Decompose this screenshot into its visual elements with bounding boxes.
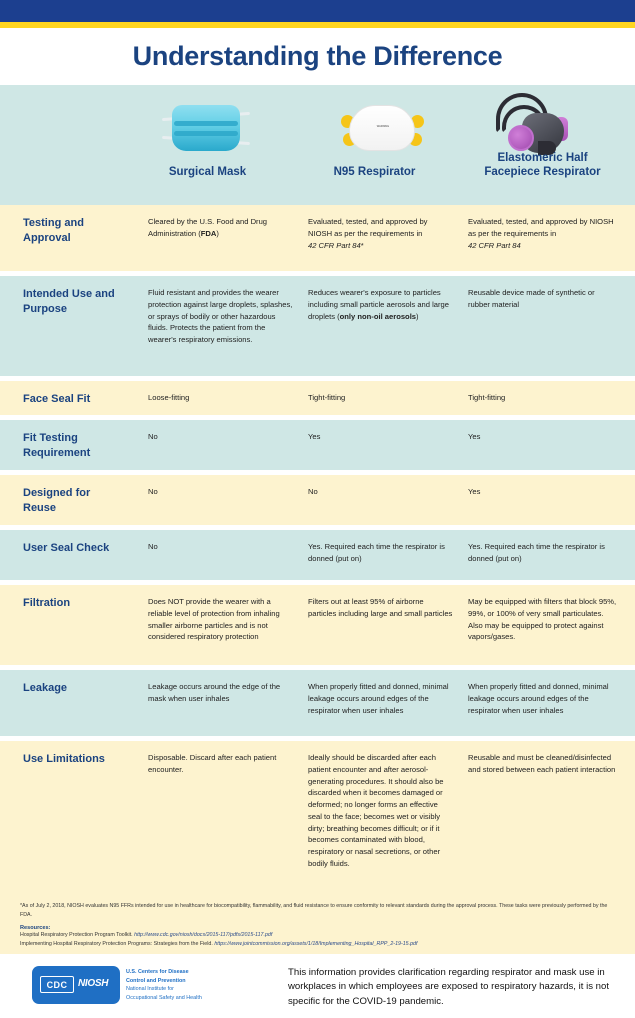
resource-link-1[interactable] [20,931,617,941]
footer-tagline: This information provides clarification regarding respirator and mask use in workplaces in which employees are exposed to respiratory hazards, it is not specific for the COVID-19 pandemic. [288,966,610,1008]
agency-line-3: National Institute for [126,986,174,993]
cell-elastomeric-respirator: Reusable and must be cleaned/disinfected and stored between each patient interaction [468,753,616,774]
row-label: Designed for Reuse [23,487,91,514]
cell-surgical-mask: Leakage occurs around the edge of the mask when user inhales [148,682,281,703]
resource-link-2[interactable] [20,940,617,950]
cell-n95-respirator: Tight-fitting [308,393,346,402]
table-row [0,276,635,376]
cell-surgical-mask: No [148,542,158,551]
cell-surgical-mask: Does NOT provide the wearer with a reliable level of protection from inhaling smaller airborne particles and is not considered respiratory protection [148,597,280,642]
resources-label: Resources: [20,924,51,931]
footnote-asterisk-note: *As of July 2, 2018, NIOSH evaluates N95 FFRs intended for use in healthcare for biocompatibility, flammability, and fluid resistance to ensure conformity to relevant standards during the approval process. These tasks were previously performed by the FDA. [20,903,608,919]
cell-elastomeric-respirator: Evaluated, tested, and approved by NIOSH as per the requirements in 42 CFR Part 84 [468,217,614,250]
resource-1-url[interactable]: http://www.cdc.gov/niosh/docs/2015-117/pdfs/2015-117.pdf [134,931,273,938]
cell-elastomeric-respirator: Yes [468,432,481,441]
surgical-mask-pleat [174,131,238,136]
cell-n95-respirator: Evaluated, tested, and approved by NIOSH as per the requirements in 42 CFR Part 84* [308,217,428,250]
row-label: Leakage [23,682,68,694]
cell-surgical-mask: Cleared by the U.S. Food and Drug Administration (FDA) [148,217,268,238]
resource-1-title: Hospital Respiratory Protection Program Toolkit. [20,931,133,938]
cell-n95-respirator: No [308,487,318,496]
row-label: Fit Testing Requirement [23,432,91,459]
cell-elastomeric-respirator: Tight-fitting [468,393,506,402]
column-header-row [0,85,635,205]
n95-warning-text: WARNING [376,125,390,128]
table-row [0,475,635,525]
top-navy-banner [0,0,635,22]
cell-surgical-mask: No [148,432,158,441]
cell-elastomeric-respirator: Yes [468,487,481,496]
column-header-surgical-mask: Surgical Mask [168,166,247,178]
title-area [0,28,635,85]
surgical-mask-body [172,105,240,151]
cell-elastomeric-respirator: When properly fitted and donned, minimal leakage occurs around edges of the respirator when user inhales [468,682,609,715]
page-title: Understanding the Difference [132,41,503,71]
n95-respirator-image [335,97,430,157]
column-header-elastomeric-line1: Elastomeric Half [497,152,588,164]
table-row [0,530,635,580]
table-row [0,741,635,896]
cdc-niosh-logo [32,966,120,1004]
column-header-elastomeric-line2: Facepiece Respirator [484,166,601,179]
table-row [0,205,635,271]
footnote-section [0,896,635,954]
row-label: Use Limitations [23,753,105,765]
cell-elastomeric-respirator: May be equipped with filters that block 95%, 99%, or 100% of very small particulates. Also may be equipped to protect against vapors/gases. [468,597,617,642]
table-row [0,585,635,665]
elastomeric-filter-left [508,125,534,151]
cell-n95-respirator: Yes [308,432,321,441]
niosh-logo-text: NIOSH [78,977,109,989]
column-header-n95-respirator: N95 Respirator [333,166,416,178]
table-row [0,420,635,470]
cdc-logo-text: CDC [40,976,74,993]
agency-name-block [126,968,202,1004]
surgical-mask-pleat [174,121,238,126]
cell-surgical-mask: No [148,487,158,496]
row-label: Face Seal Fit [23,393,91,405]
row-label: Testing and Approval [23,217,84,244]
cell-n95-respirator: Ideally should be discarded after each patient encounter and after aerosol-generating procedures. It should also be discarded when it becomes damaged or deformed; no longer forms an effective seal to the face; becomes wet or visibly dirty; breathing becomes difficult; or if it becomes contaminated with blood, respiratory or nasal secretions, or other bodily fluids. [308,753,444,868]
comparison-table [0,205,635,896]
cell-surgical-mask: Fluid resistant and provides the wearer protection against large droplets, splashes, or sprays of bodily or other hazardous fluids. Protects the patient from the wearer's respiratory emissions. [148,288,293,345]
row-label: Intended Use and Purpose [23,288,115,315]
agency-line-2: Control and Prevention [126,977,186,984]
column-header-elastomeric-respirator [465,151,620,180]
footer [0,954,635,1018]
resource-2-url[interactable]: https://www.jointcommission.org/assets/1/18/Implementing_Hospital_RPP_2-19-15.pdf [214,941,418,948]
cell-n95-respirator: When properly fitted and donned, minimal leakage occurs around edges of the respirator when user inhales [308,682,449,715]
cell-n95-respirator: Reduces wearer's exposure to particles including small particle aerosols and large droplets (only non-oil aerosols) [308,288,449,321]
cell-n95-respirator: Yes. Required each time the respirator is donned (put on) [308,542,445,563]
table-row [0,381,635,415]
cell-elastomeric-respirator: Yes. Required each time the respirator is donned (put on) [468,542,605,563]
table-row [0,670,635,736]
cell-n95-respirator: Filters out at least 95% of airborne particles including large and small particles [308,597,453,618]
agency-line-1: U.S. Centers for Disease [126,968,189,975]
cell-surgical-mask: Loose-fitting [148,393,190,402]
row-label: Filtration [23,597,71,609]
resource-2-title: Implementing Hospital Respiratory Protection Programs: Strategies from the Field. [20,941,213,948]
row-label: User Seal Check [23,542,110,554]
agency-line-4: Occupational Safety and Health [126,995,202,1002]
cell-elastomeric-respirator: Reusable device made of synthetic or rubber material [468,288,595,309]
surgical-mask-image [160,99,252,155]
cell-surgical-mask: Disposable. Discard after each patient encounter. [148,753,277,774]
